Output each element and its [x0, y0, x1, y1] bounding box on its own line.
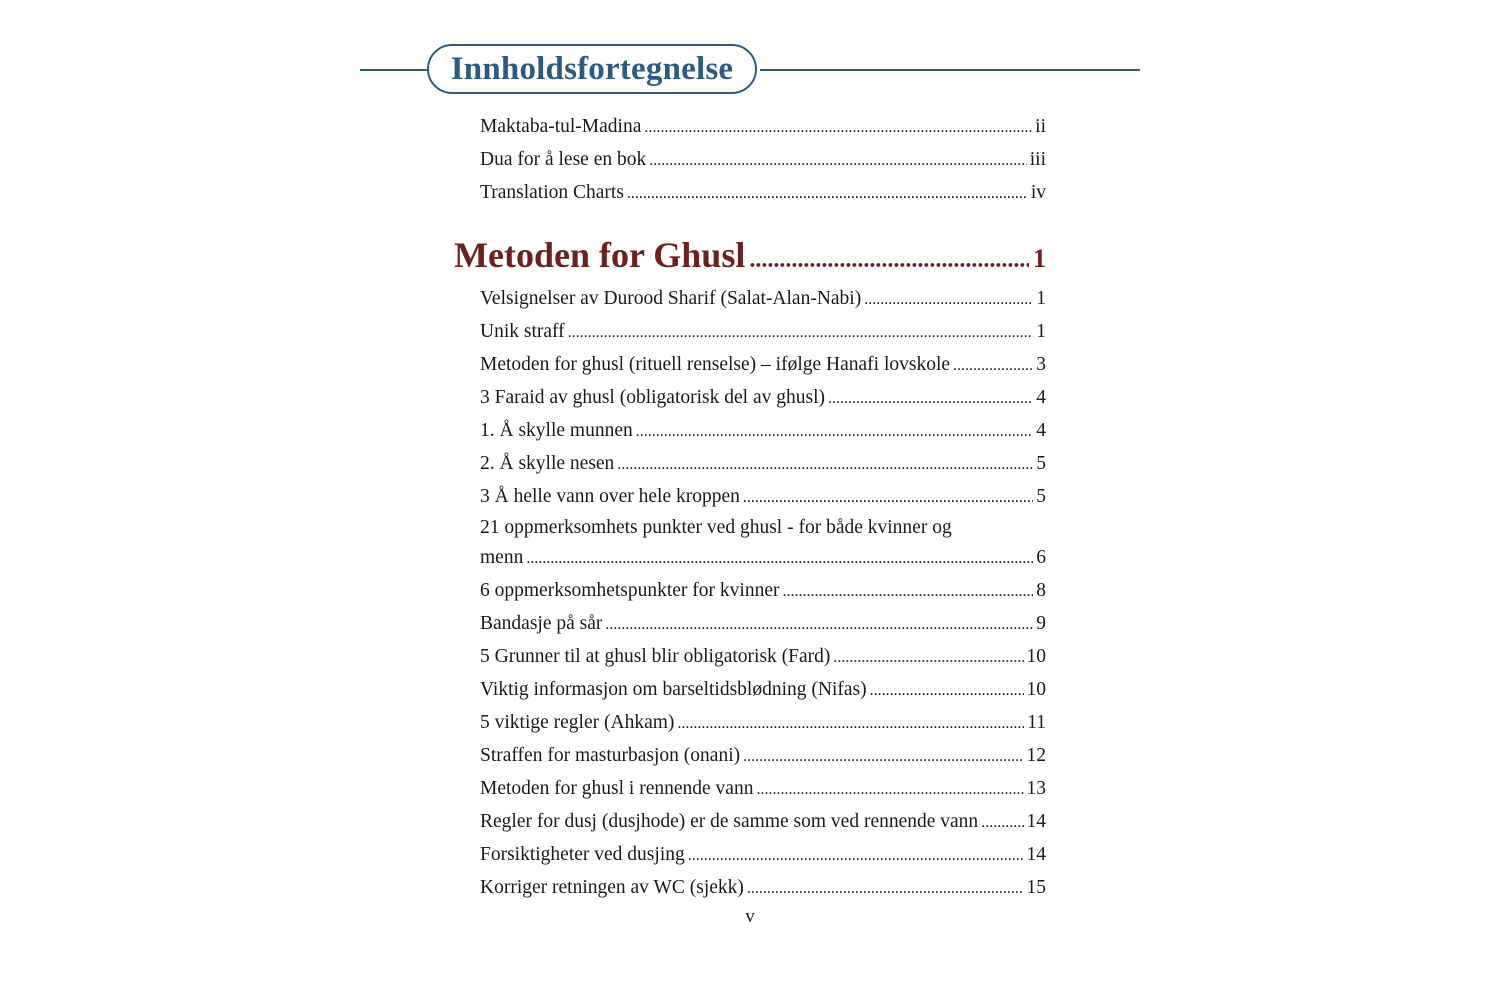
toc-entry[interactable] — [480, 706, 1046, 739]
dot-leader — [833, 640, 1023, 674]
toc-entry[interactable] — [480, 176, 1046, 209]
toc-entry[interactable] — [480, 772, 1046, 805]
toc-entry[interactable] — [480, 739, 1046, 772]
dot-leader — [953, 348, 1033, 382]
toc-entry-page: 1 — [1036, 321, 1046, 342]
dot-leader — [636, 414, 1034, 448]
toc-entry-page: iii — [1029, 149, 1046, 170]
toc-entry-title: Metoden for ghusl i rennende vann — [480, 778, 754, 799]
toc-entry-page: 11 — [1027, 712, 1046, 733]
toc-entry-page: ii — [1035, 116, 1046, 137]
section-title: Metoden for Ghusl — [454, 235, 746, 275]
toc-entry-page: 14 — [1026, 811, 1046, 832]
toc-entry-title: Dua for å lese en bok — [480, 149, 647, 170]
toc-entry[interactable] — [480, 315, 1046, 348]
toc-entry[interactable] — [480, 871, 1046, 904]
toc-entry-title: Korriger retningen av WC (sjekk) — [480, 877, 744, 898]
dot-leader — [627, 176, 1028, 210]
toc-entry[interactable] — [480, 805, 1046, 838]
toc-entry[interactable] — [480, 838, 1046, 871]
dot-leader — [617, 447, 1033, 481]
toc-entry[interactable] — [480, 381, 1046, 414]
toc-entry-title: Maktaba-tul-Madina — [480, 116, 642, 137]
toc-entry-page: 5 — [1036, 453, 1046, 474]
toc-entry-page: 10 — [1026, 646, 1046, 667]
dot-leader — [981, 805, 1023, 839]
toc-entry-title: Bandasje på sår — [480, 613, 603, 634]
toc-entry[interactable] — [480, 640, 1046, 673]
toc-entry-title: Velsignelser av Durood Sharif (Salat-Alan-Nabi) — [480, 288, 862, 309]
dot-leader — [747, 871, 1024, 905]
toc-entry[interactable] — [480, 480, 1046, 513]
dot-leader — [644, 110, 1032, 144]
toc-entry-title: Unik straff — [480, 321, 565, 342]
dot-leader — [677, 706, 1024, 740]
toc-entry-title: 3 Faraid av ghusl (obligatorisk del av ghusl) — [480, 387, 825, 408]
toc-entry-title: Forsiktigheter ved dusjing — [480, 844, 685, 865]
toc-entry[interactable] — [480, 673, 1046, 706]
toc-entry-page: 13 — [1026, 778, 1046, 799]
toc-entry-page: iv — [1030, 182, 1046, 203]
toc-entry[interactable] — [480, 282, 1046, 315]
toc-entry-title: Straffen for masturbasjon (onani) — [480, 745, 741, 766]
toc-entry[interactable] — [480, 513, 1046, 574]
toc-entry-title: 3 Å helle vann over hele kroppen — [480, 486, 740, 507]
toc-entry[interactable] — [480, 143, 1046, 176]
toc-entry-title-line1: 21 oppmerksomhets punkter ved ghusl - for både kvinner og — [480, 517, 952, 538]
toc-entry-page: 15 — [1026, 877, 1046, 898]
toc-entry-page: 5 — [1036, 486, 1046, 507]
toc-entry-title: 1. Å skylle munnen — [480, 420, 633, 441]
toc-entry-page: 4 — [1036, 420, 1046, 441]
toc-entry[interactable] — [480, 574, 1046, 607]
dot-leader — [828, 381, 1033, 415]
dot-leader — [756, 772, 1023, 806]
toc-entry-title: 5 Grunner til at ghusl blir obligatorisk (Fard) — [480, 646, 831, 667]
toc-entry[interactable] — [480, 414, 1046, 447]
front-matter-list — [480, 110, 1046, 209]
footer-page-number: v — [745, 906, 755, 927]
page-title: Innholdsfortegnelse — [450, 50, 734, 87]
dot-leader — [743, 739, 1023, 773]
dot-leader — [749, 247, 1029, 274]
toc-entry-page: 8 — [1036, 580, 1046, 601]
header-rule-right — [760, 69, 1140, 71]
toc-entry-title: 5 viktige regler (Ahkam) — [480, 712, 675, 733]
toc-entry[interactable] — [480, 607, 1046, 640]
toc-entry-page: 4 — [1036, 387, 1046, 408]
toc-entry-title: Translation Charts — [480, 182, 624, 203]
toc-entry-page: 1 — [1036, 288, 1046, 309]
header-banner — [427, 44, 757, 94]
toc-entry-page: 10 — [1026, 679, 1046, 700]
toc-entry-title: Metoden for ghusl (rituell renselse) – ifølge Hanafi lovskole — [480, 354, 951, 375]
toc-entry-title: 6 oppmerksomhetspunkter for kvinner — [480, 580, 780, 601]
toc-entry-title: Viktig informasjon om barseltidsblødning (Nifas) — [480, 679, 867, 700]
toc-entry-title: Regler for dusj (dusjhode) er de samme som ved rennende vann — [480, 811, 979, 832]
section-heading[interactable] — [454, 234, 1046, 276]
dot-leader — [526, 543, 1033, 574]
toc-entry-page: 14 — [1026, 844, 1046, 865]
dot-leader — [568, 315, 1034, 349]
toc-entry-page: 6 — [1036, 547, 1046, 568]
toc-entry-page: 12 — [1026, 745, 1046, 766]
toc-entry-page: 9 — [1036, 613, 1046, 634]
dot-leader — [870, 673, 1024, 707]
section-entries-list — [480, 282, 1046, 904]
header-rule-left — [360, 69, 428, 71]
dot-leader — [605, 607, 1033, 641]
toc-entry-title: 2. Å skylle nesen — [480, 453, 615, 474]
dot-leader — [688, 838, 1024, 872]
toc-entry[interactable] — [480, 447, 1046, 480]
toc-entry[interactable] — [480, 348, 1046, 381]
section-page: 1 — [1033, 244, 1046, 273]
toc-entry-page: 3 — [1036, 354, 1046, 375]
toc-entry[interactable] — [480, 110, 1046, 143]
toc-entry-title-line2: menn — [480, 547, 524, 568]
dot-leader — [743, 480, 1033, 514]
dot-leader — [649, 143, 1027, 177]
dot-leader — [864, 282, 1033, 316]
dot-leader — [782, 574, 1033, 608]
